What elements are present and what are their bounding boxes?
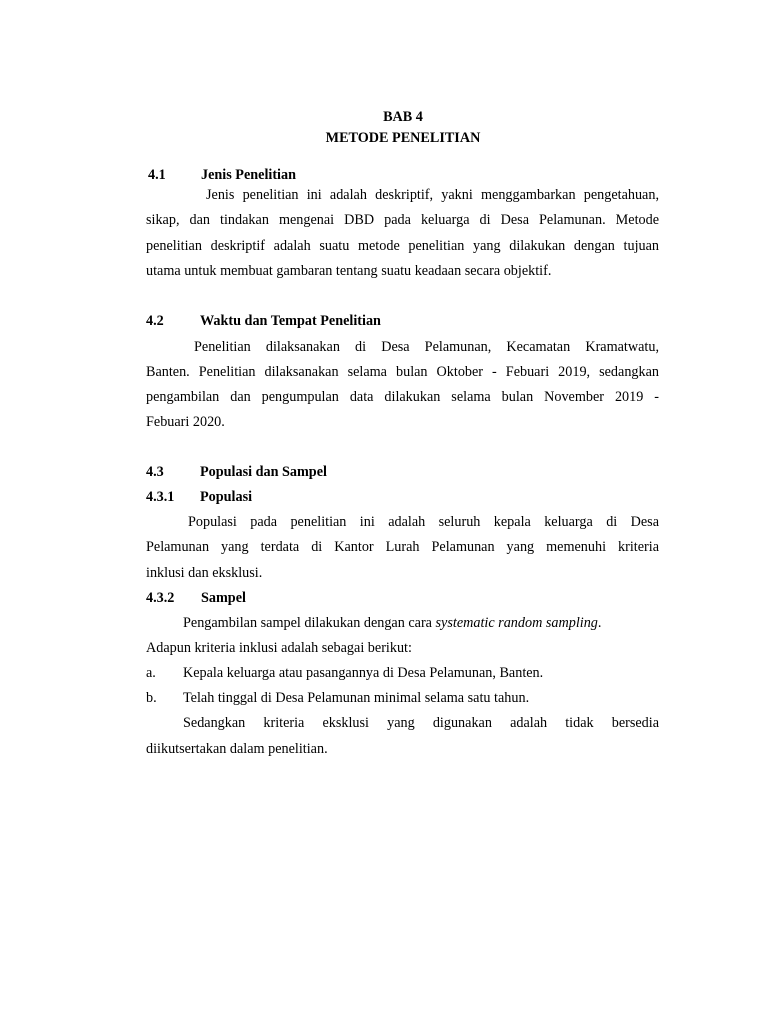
- section-number-4-1: 4.1: [148, 167, 166, 183]
- section-number-4-3: 4.3: [146, 464, 164, 480]
- chapter-number: BAB 4: [383, 109, 423, 125]
- paragraph-line: Pelamunan yang terdata di Kantor Lurah Pelamunan yang memenuhi kriteria: [146, 539, 659, 555]
- subsection-heading-4-3-2: Sampel: [201, 590, 246, 606]
- sampling-sentence-prefix: Pengambilan sampel dilakukan dengan cara: [183, 615, 436, 631]
- section-number-4-2: 4.2: [146, 313, 164, 329]
- paragraph-line: Sedangkan kriteria eksklusi yang digunakan adalah tidak bersedia: [183, 715, 659, 731]
- list-item: Kepala keluarga atau pasangannya di Desa Pelamunan, Banten.: [183, 665, 544, 681]
- subsection-heading-4-3-1: Populasi: [200, 489, 253, 505]
- section-heading-4-1: Jenis Penelitian: [201, 167, 296, 183]
- paragraph-line: diikutsertakan dalam penelitian.: [146, 741, 328, 757]
- sampling-method-term: systematic random sampling: [435, 615, 598, 631]
- paragraph-line: pengambilan dan pengumpulan data dilakukan selama bulan November 2019 -: [146, 389, 659, 405]
- paragraph-line: penelitian deskriptif adalah suatu metode penelitian yang dilakukan dengan tujuan: [146, 238, 659, 254]
- chapter-title: METODE PENELITIAN: [325, 130, 481, 146]
- paragraph-line: utama untuk membuat gambaran tentang suatu keadaan secara objektif.: [146, 263, 552, 279]
- paragraph-line: Populasi pada penelitian ini adalah seluruh kepala keluarga di Desa: [188, 514, 659, 530]
- paragraph-line: Febuari 2020.: [146, 414, 225, 430]
- sampling-sentence-suffix: .: [597, 615, 602, 631]
- paragraph-line: inklusi dan eksklusi.: [146, 565, 263, 581]
- list-marker: b.: [146, 690, 157, 706]
- paragraph-line: Banten. Penelitian dilaksanakan selama bulan Oktober - Febuari 2019, sedangkan: [146, 364, 659, 380]
- sampling-sentence: [183, 616, 601, 630]
- section-heading-4-2: Waktu dan Tempat Penelitian: [200, 313, 381, 329]
- criteria-intro: Adapun kriteria inklusi adalah sebagai berikut:: [146, 640, 412, 656]
- section-heading-4-3: Populasi dan Sampel: [200, 464, 327, 480]
- paragraph-line: Jenis penelitian ini adalah deskriptif, yakni menggambarkan pengetahuan,: [206, 187, 659, 203]
- subsection-number-4-3-2: 4.3.2: [146, 590, 175, 606]
- subsection-number-4-3-1: 4.3.1: [146, 489, 175, 505]
- paragraph-line: sikap, dan tindakan mengenai DBD pada keluarga di Desa Pelamunan. Metode: [146, 212, 659, 228]
- paragraph-line: Penelitian dilaksanakan di Desa Pelamunan, Kecamatan Kramatwatu,: [194, 339, 659, 355]
- list-item: Telah tinggal di Desa Pelamunan minimal selama satu tahun.: [183, 690, 530, 706]
- list-marker: a.: [146, 665, 156, 681]
